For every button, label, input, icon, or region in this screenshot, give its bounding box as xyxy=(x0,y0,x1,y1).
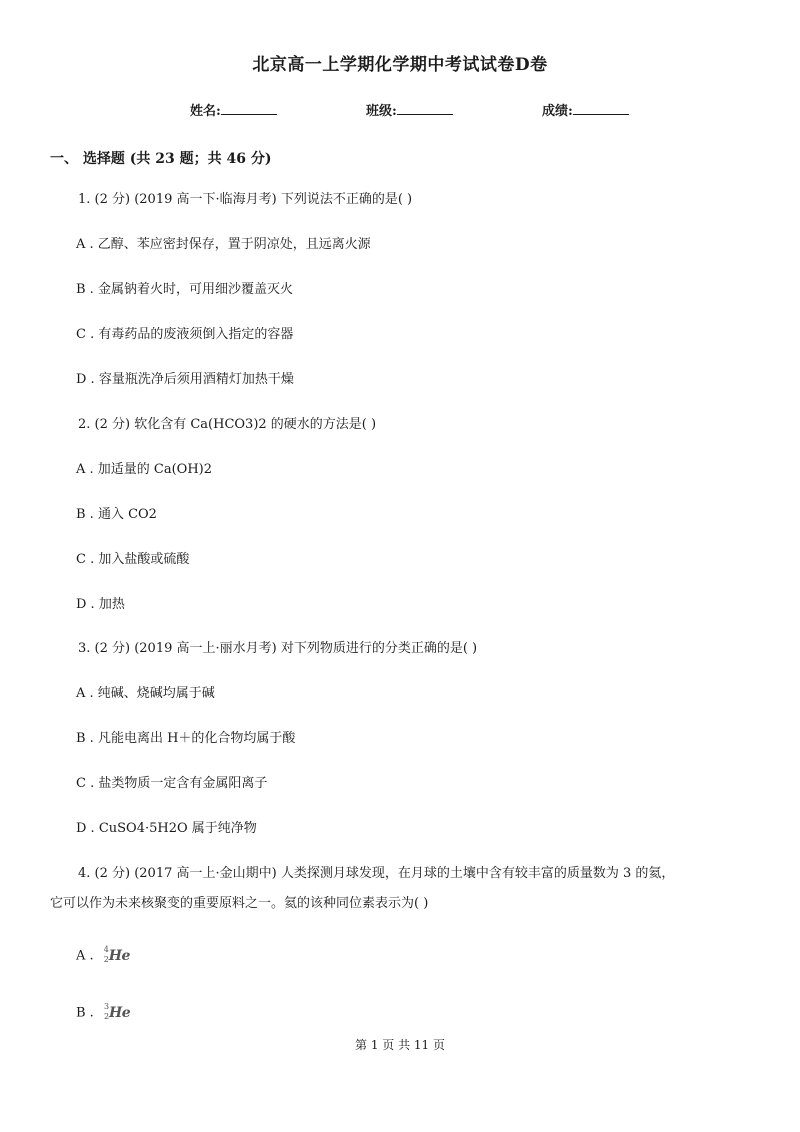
question-4-stem-line-2: 它可以作为未来核聚变的重要原料之一。氦的该种同位素表示为( ) xyxy=(50,896,429,911)
question-3-option-c: C . 盐类物质一定含有金属阳离子 xyxy=(76,776,268,791)
name-blank xyxy=(221,102,277,115)
score-field xyxy=(542,100,629,119)
question-1-option-a: A . 乙醇、苯应密封保存，置于阴凉处，且远离火源 xyxy=(76,237,371,252)
question-2-stem: 2. (2 分) 软化含有 Ca(HCO3)2 的硬水的方法是( ) xyxy=(78,417,377,432)
page-title: 北京高一上学期化学期中考试试卷D卷 xyxy=(252,55,548,75)
mass-number: 4 xyxy=(103,945,109,954)
question-1-option-b: B . 金属钠着火时，可用细沙覆盖灭火 xyxy=(76,282,293,297)
question-2-option-d: D . 加热 xyxy=(76,597,125,612)
name-label: 姓名: xyxy=(190,104,221,119)
question-1-option-c: C . 有毒药品的废液须倒入指定的容器 xyxy=(76,327,294,342)
question-2-option-c: C . 加入盐酸或硫酸 xyxy=(76,552,190,567)
question-4-option-a xyxy=(76,946,132,966)
option-b-label: B . xyxy=(76,1005,94,1021)
question-4-option-b xyxy=(76,1003,132,1023)
question-3-stem: 3. (2 分) (2019 高一上·丽水月考) 对下列物质进行的分类正确的是( ) xyxy=(78,641,478,656)
class-label: 班级: xyxy=(366,104,397,119)
helium-3-isotope-symbol xyxy=(104,1003,132,1023)
atomic-number: 2 xyxy=(103,955,109,964)
page-footer: 第 1 页 共 11 页 xyxy=(355,1038,445,1052)
question-3-option-a: A . 纯碱、烧碱均属于碱 xyxy=(76,686,215,701)
atomic-number: 2 xyxy=(103,1012,110,1021)
class-field xyxy=(366,100,453,119)
helium-4-isotope-symbol xyxy=(104,946,132,966)
score-blank xyxy=(573,102,629,115)
question-4-stem-line-1: 4. (2 分) (2017 高一上·金山期中) 人类探测月球发现，在月球的土壤中含有较丰富的质量数为 3 的氦， xyxy=(78,866,675,881)
question-1-option-d: D . 容量瓶洗净后须用酒精灯加热干燥 xyxy=(76,372,294,387)
section-heading: 一、 选择题 (共 23 题；共 46 分) xyxy=(50,151,272,167)
question-2-option-b: B . 通入 CO2 xyxy=(76,507,157,522)
question-1-stem: 1. (2 分) (2019 高一下·临海月考) 下列说法不正确的是( ) xyxy=(78,192,413,207)
question-3-option-b: B . 凡能电离出 H＋的化合物均属于酸 xyxy=(76,731,296,746)
question-2-option-a: A . 加适量的 Ca(OH)2 xyxy=(76,462,213,477)
element-symbol: He xyxy=(108,948,130,964)
option-a-label: A . xyxy=(76,948,94,964)
element-symbol: He xyxy=(108,1005,131,1021)
class-blank xyxy=(397,102,453,115)
question-3-option-d: D . CuSO4·5H2O 属于纯净物 xyxy=(76,821,257,836)
name-field xyxy=(190,100,277,119)
score-label: 成绩: xyxy=(542,104,573,119)
mass-number: 3 xyxy=(103,1002,110,1011)
